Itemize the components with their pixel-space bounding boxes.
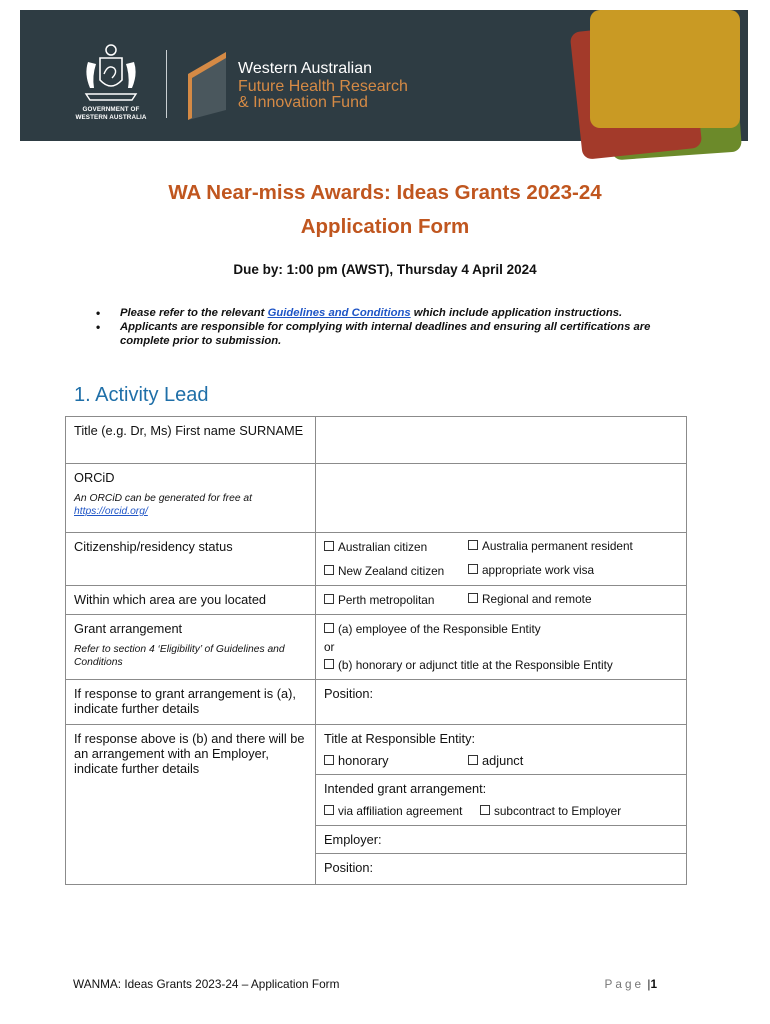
option-label: via affiliation agreement: [338, 804, 463, 818]
option-grant-b[interactable]: [324, 658, 613, 673]
option-label: Australia permanent resident: [482, 539, 633, 553]
employer-label: Employer:: [324, 832, 382, 847]
intended-arrangement-cell: [316, 775, 687, 826]
title-line1: WA Near-miss Awards: Ideas Grants 2023-24: [168, 181, 602, 204]
option-label: subcontract to Employer: [493, 804, 622, 818]
intended-options-row: [324, 803, 678, 819]
option-label: honorary: [338, 753, 389, 768]
position-label: Position:: [324, 686, 374, 701]
table-row: [66, 417, 687, 464]
crest-caption: GOVERNMENT OF WESTERN AUSTRALIA: [75, 106, 147, 121]
employer-field[interactable]: [316, 826, 687, 854]
table-row: [66, 725, 687, 775]
government-crest-logo: [70, 40, 152, 120]
bullet-icon: •: [96, 306, 101, 320]
citizenship-options-cell: [316, 533, 687, 586]
title-at-re-label: Title at Responsible Entity:: [324, 731, 476, 746]
table-row: [66, 586, 687, 615]
option-work-visa[interactable]: [468, 563, 594, 578]
location-label: Within which area are you located: [66, 586, 316, 615]
response-a-label: If response to grant arrangement is (a), indicate further details: [66, 680, 316, 725]
fund-name-line1: Western Australian: [238, 60, 372, 77]
option-subcontract-employer[interactable]: [480, 804, 621, 819]
guidelines-link[interactable]: Guidelines and Conditions: [267, 307, 411, 319]
option-regional-remote[interactable]: [468, 592, 592, 607]
instruction-text: Applicants are responsible for complying with internal deadlines and ensuring all certifications are complete prior to submission.: [120, 321, 651, 347]
instruction-item: [96, 320, 656, 348]
checkbox-icon[interactable]: [468, 564, 478, 574]
option-perth-metro[interactable]: [324, 593, 434, 608]
document-title: [0, 176, 770, 244]
option-label: Regional and remote: [482, 592, 592, 606]
grant-note: Refer to section 4 ‘Eligibility’ of Guidelines and Conditions: [74, 644, 285, 668]
footer-title: WANMA: Ideas Grants 2023-24 – Application Form: [73, 977, 340, 991]
fund-name-line3: & Innovation Fund: [238, 94, 368, 111]
fund-logo-icon: [186, 50, 232, 122]
fund-name-line2: Future Health Research: [238, 78, 408, 95]
table-row: [66, 615, 687, 680]
table-row: [66, 533, 687, 586]
name-input-cell[interactable]: [316, 417, 687, 464]
page-word: Page: [604, 977, 645, 991]
section-heading: 1. Activity Lead: [74, 384, 209, 406]
citizenship-row-2: [324, 563, 678, 579]
checkbox-icon[interactable]: [468, 540, 478, 550]
banner-divider: [166, 50, 167, 118]
checkbox-icon[interactable]: [324, 541, 334, 551]
option-nz-citizen[interactable]: [324, 564, 444, 579]
name-label: Title (e.g. Dr, Ms) First name SURNAME: [66, 417, 316, 464]
option-label: (b) honorary or adjunct title at the Responsible Entity: [338, 658, 613, 672]
title-line2: Application Form: [300, 215, 470, 238]
option-label: (a) employee of the Responsible Entity: [338, 622, 541, 636]
orcid-note: [74, 492, 307, 518]
option-label: adjunct: [482, 753, 524, 768]
option-label: Perth metropolitan: [338, 593, 435, 607]
option-affiliation-agreement[interactable]: [324, 804, 462, 819]
checkbox-icon[interactable]: [324, 623, 334, 633]
checkbox-icon[interactable]: [324, 659, 334, 669]
orcid-label: ORCiD: [74, 470, 115, 485]
page-indicator: [605, 977, 657, 991]
option-permanent-resident[interactable]: [468, 539, 633, 554]
position-field[interactable]: [316, 680, 687, 725]
orcid-label-cell: [66, 464, 316, 533]
table-row: [66, 680, 687, 725]
intended-label: Intended grant arrangement:: [324, 781, 487, 796]
orcid-input-cell[interactable]: [316, 464, 687, 533]
option-grant-a[interactable]: [324, 622, 541, 637]
response-b-label: If response above is (b) and there will be an arrangement with an Employer, indicate further details: [66, 725, 316, 885]
position-field-2[interactable]: [316, 854, 687, 885]
instruction-text: Please refer to the relevant: [120, 307, 268, 319]
due-date: Due by: 1:00 pm (AWST), Thursday 4 April 2024: [233, 262, 537, 277]
checkbox-icon[interactable]: [468, 755, 478, 765]
page-separator: |: [647, 977, 651, 991]
citizenship-row-1: [324, 539, 678, 555]
grant-label: Grant arrangement: [74, 621, 183, 636]
option-label: Australian citizen: [338, 540, 428, 554]
coat-of-arms-icon: [70, 40, 152, 104]
checkbox-icon[interactable]: [324, 565, 334, 575]
activity-lead-table: [65, 416, 687, 885]
instruction-text: which include application instructions.: [410, 307, 623, 319]
page-number: 1: [650, 977, 657, 991]
grant-options-cell: [316, 615, 687, 680]
option-honorary[interactable]: [324, 753, 389, 768]
checkbox-icon[interactable]: [324, 755, 334, 765]
title-at-re-cell: [316, 725, 687, 775]
option-australian-citizen[interactable]: [324, 540, 427, 555]
orcid-note-text: An ORCiD can be generated for free at: [74, 493, 253, 504]
checkbox-icon[interactable]: [468, 593, 478, 603]
instruction-item: [96, 306, 656, 320]
location-options-cell: [316, 586, 687, 615]
option-adjunct[interactable]: [468, 753, 523, 768]
orcid-link[interactable]: https://orcid.org/: [74, 506, 148, 517]
option-label: appropriate work visa: [482, 563, 595, 577]
position-label-2: Position:: [324, 860, 374, 875]
bullet-icon: •: [96, 320, 101, 334]
title-options-row: [324, 753, 678, 768]
citizenship-label: Citizenship/residency status: [66, 533, 316, 586]
table-row: [66, 464, 687, 533]
checkbox-icon[interactable]: [324, 594, 334, 604]
checkbox-icon[interactable]: [480, 805, 490, 815]
grant-or: or: [324, 640, 335, 654]
instruction-list: [96, 306, 656, 348]
location-row: [324, 592, 678, 608]
decorative-squares-graphic: [568, 8, 748, 168]
checkbox-icon[interactable]: [324, 805, 334, 815]
grant-label-cell: [66, 615, 316, 680]
option-label: New Zealand citizen: [338, 564, 445, 578]
